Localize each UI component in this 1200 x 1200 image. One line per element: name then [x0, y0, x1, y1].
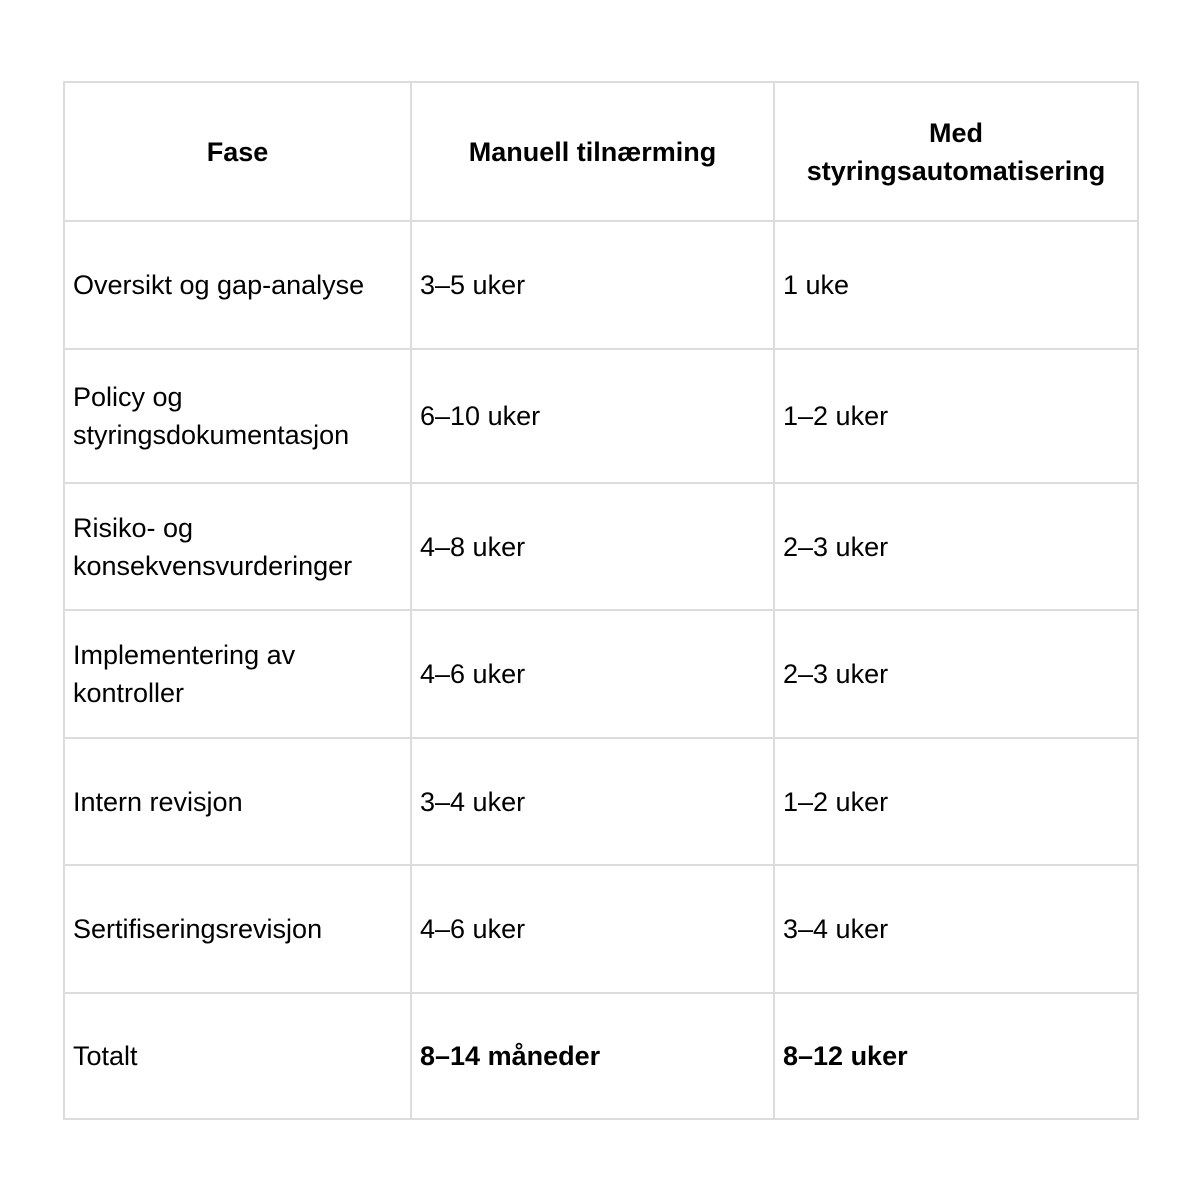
automated-cell: 1–2 uker	[774, 349, 1138, 483]
automated-cell: 1–2 uker	[774, 738, 1138, 865]
phase-cell: Implementering av kontroller	[64, 610, 411, 738]
manual-cell: 3–4 uker	[411, 738, 774, 865]
header-automated: Med styringsautomatisering	[774, 82, 1138, 221]
phase-cell: Sertifiseringsrevisjon	[64, 865, 411, 993]
table-row	[64, 221, 1138, 349]
header-manual: Manuell tilnærming	[411, 82, 774, 221]
total-row	[64, 993, 1138, 1119]
total-automated: 8–12 uker	[774, 993, 1138, 1119]
comparison-table	[63, 81, 1139, 1120]
manual-cell: 4–6 uker	[411, 865, 774, 993]
table-row	[64, 349, 1138, 483]
table-row	[64, 738, 1138, 865]
table-row	[64, 865, 1138, 993]
table-header-row	[64, 82, 1138, 221]
automated-cell: 3–4 uker	[774, 865, 1138, 993]
total-manual: 8–14 måneder	[411, 993, 774, 1119]
manual-cell: 6–10 uker	[411, 349, 774, 483]
phase-cell: Policy og styringsdokumentasjon	[64, 349, 411, 483]
manual-cell: 3–5 uker	[411, 221, 774, 349]
manual-cell: 4–6 uker	[411, 610, 774, 738]
manual-cell: 4–8 uker	[411, 483, 774, 610]
phase-cell: Risiko- og konsekvensvurderinger	[64, 483, 411, 610]
phase-cell: Intern revisjon	[64, 738, 411, 865]
automated-cell: 1 uke	[774, 221, 1138, 349]
total-label: Totalt	[64, 993, 411, 1119]
automated-cell: 2–3 uker	[774, 610, 1138, 738]
header-phase: Fase	[64, 82, 411, 221]
automated-cell: 2–3 uker	[774, 483, 1138, 610]
table-row	[64, 483, 1138, 610]
phase-cell: Oversikt og gap-analyse	[64, 221, 411, 349]
table-row	[64, 610, 1138, 738]
